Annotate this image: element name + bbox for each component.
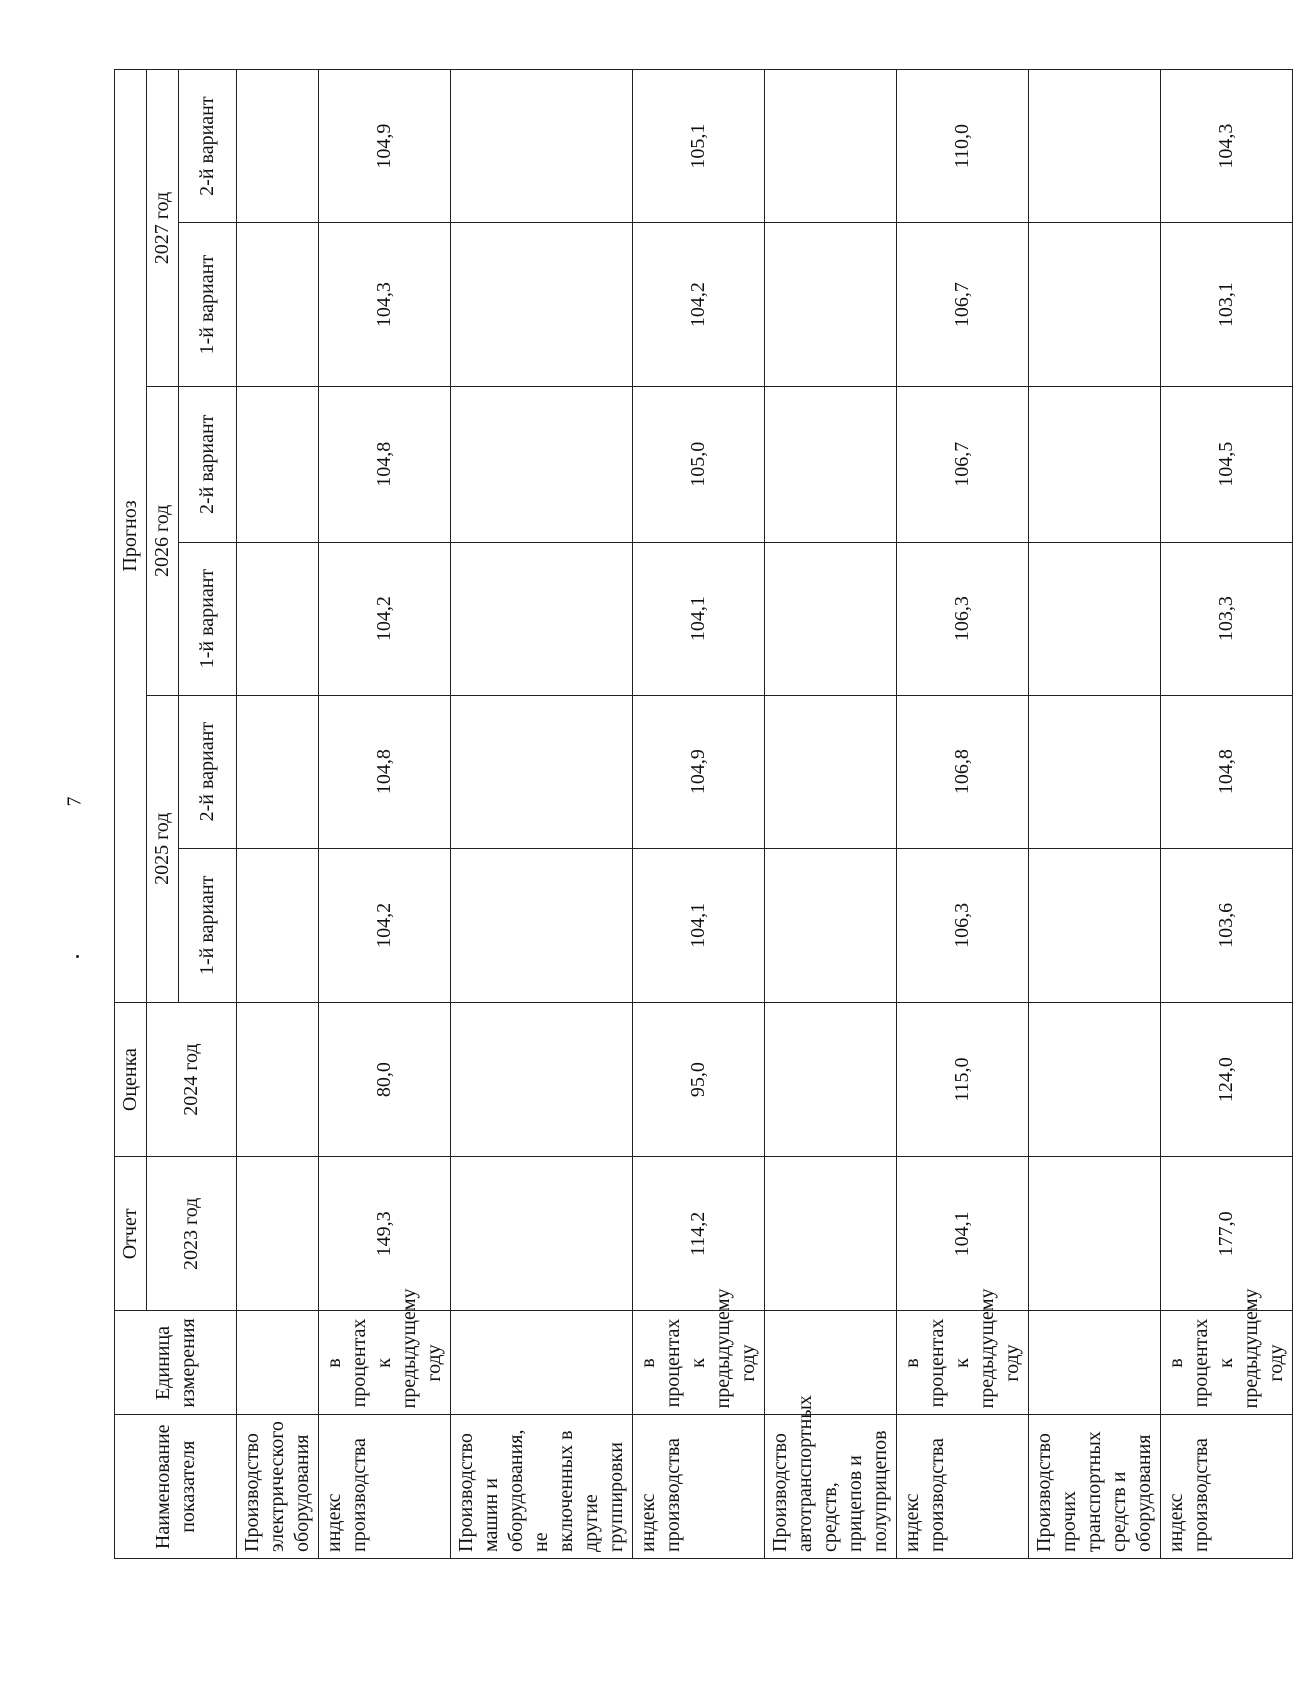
table-row xyxy=(319,70,451,1559)
header-report: Отчет xyxy=(115,1157,147,1311)
row-value xyxy=(451,848,633,1002)
row-value: 103,1 xyxy=(1161,223,1293,387)
row-value xyxy=(1029,1002,1161,1156)
row-value xyxy=(1029,70,1161,223)
row-value: 106,3 xyxy=(897,848,1029,1002)
row-value xyxy=(451,1157,633,1311)
row-value: 95,0 xyxy=(633,1002,765,1156)
row-value: 103,6 xyxy=(1161,848,1293,1002)
row-value: 106,8 xyxy=(897,695,1029,848)
header-2026-v2: 2-й вариант xyxy=(179,387,237,542)
header-forecast: Прогноз xyxy=(115,70,147,1003)
row-unit xyxy=(451,1311,633,1415)
forecast-table xyxy=(114,69,1293,1559)
row-value: 105,0 xyxy=(633,387,765,542)
row-value xyxy=(1029,223,1161,387)
row-name: индекс производства xyxy=(633,1415,765,1559)
table-row xyxy=(765,70,897,1559)
row-value: 104,1 xyxy=(633,542,765,695)
row-name: индекс производства xyxy=(1161,1415,1293,1559)
row-value: 106,7 xyxy=(897,223,1029,387)
row-value: 104,9 xyxy=(633,695,765,848)
header-2026-v1: 1-й вариант xyxy=(179,542,237,695)
row-value xyxy=(765,223,897,387)
header-2027-v2: 2-й вариант xyxy=(179,70,237,223)
scan-speck xyxy=(76,955,79,958)
row-value xyxy=(237,1002,319,1156)
row-value: 104,3 xyxy=(319,223,451,387)
row-value: 106,3 xyxy=(897,542,1029,695)
row-value xyxy=(237,70,319,223)
row-value: 104,3 xyxy=(1161,70,1293,223)
row-value xyxy=(237,848,319,1002)
row-value xyxy=(237,223,319,387)
header-2026: 2026 год xyxy=(147,387,179,696)
row-value xyxy=(765,387,897,542)
row-value: 104,1 xyxy=(633,848,765,1002)
header-2027: 2027 год xyxy=(147,70,179,387)
table-row xyxy=(237,70,319,1559)
header-estimate: Оценка xyxy=(115,1002,147,1156)
row-value xyxy=(1029,695,1161,848)
header-name: Наименование показателя xyxy=(115,1415,237,1559)
row-unit: в процентах к предыдущему году xyxy=(897,1311,1029,1415)
table-row xyxy=(897,70,1029,1559)
row-unit: в процентах к предыдущему году xyxy=(1161,1311,1293,1415)
table-row xyxy=(451,70,633,1559)
header-2027-v1: 1-й вариант xyxy=(179,223,237,387)
row-value xyxy=(1029,848,1161,1002)
table-body xyxy=(237,70,1293,1559)
row-value xyxy=(1029,542,1161,695)
rotated-table-container xyxy=(114,69,1287,1559)
table-row xyxy=(1161,70,1293,1559)
row-value xyxy=(237,542,319,695)
row-value xyxy=(237,1157,319,1311)
row-value: 115,0 xyxy=(897,1002,1029,1156)
row-unit xyxy=(237,1311,319,1415)
row-value: 104,1 xyxy=(897,1157,1029,1311)
row-value: 110,0 xyxy=(897,70,1029,223)
row-value: 177,0 xyxy=(1161,1157,1293,1311)
header-2025: 2025 год xyxy=(147,695,179,1002)
row-value: 104,8 xyxy=(319,695,451,848)
table-row xyxy=(1029,70,1161,1559)
row-value xyxy=(451,223,633,387)
row-value xyxy=(1029,387,1161,542)
row-name: Производство машин и оборудования, не включенных в другие группировки xyxy=(451,1415,633,1559)
row-value xyxy=(765,1157,897,1311)
row-value xyxy=(237,695,319,848)
row-value xyxy=(451,1002,633,1156)
row-value xyxy=(451,387,633,542)
row-value: 105,1 xyxy=(633,70,765,223)
row-value xyxy=(765,1002,897,1156)
row-value: 104,2 xyxy=(319,542,451,695)
row-unit xyxy=(765,1311,897,1415)
page-number: 7 xyxy=(63,796,86,807)
table-row xyxy=(633,70,765,1559)
row-value xyxy=(237,387,319,542)
row-value: 104,2 xyxy=(633,223,765,387)
row-unit: в процентах к предыдущему году xyxy=(633,1311,765,1415)
row-name: индекс производства xyxy=(897,1415,1029,1559)
row-value xyxy=(765,848,897,1002)
row-value xyxy=(1029,1157,1161,1311)
row-value xyxy=(765,542,897,695)
row-name: Производство автотранспортных средств, прицепов и полуприцепов xyxy=(765,1415,897,1559)
row-unit: в процентах к предыдущему году xyxy=(319,1311,451,1415)
row-value xyxy=(451,542,633,695)
header-2025-v1: 1-й вариант xyxy=(179,848,237,1002)
header-2023: 2023 год xyxy=(147,1157,237,1311)
row-value: 104,9 xyxy=(319,70,451,223)
row-name: индекс производства xyxy=(319,1415,451,1559)
row-value: 114,2 xyxy=(633,1157,765,1311)
row-value: 104,5 xyxy=(1161,387,1293,542)
row-value: 106,7 xyxy=(897,387,1029,542)
row-value xyxy=(765,695,897,848)
row-value xyxy=(451,70,633,223)
header-2024: 2024 год xyxy=(147,1002,237,1156)
row-value: 104,2 xyxy=(319,848,451,1002)
header-2025-v2: 2-й вариант xyxy=(179,695,237,848)
row-unit xyxy=(1029,1311,1161,1415)
row-name: Производство электрического оборудования xyxy=(237,1415,319,1559)
row-value: 124,0 xyxy=(1161,1002,1293,1156)
row-value xyxy=(451,695,633,848)
row-value: 103,3 xyxy=(1161,542,1293,695)
row-value: 149,3 xyxy=(319,1157,451,1311)
row-name: Производство прочих транспортных средств и оборудования xyxy=(1029,1415,1161,1559)
row-value xyxy=(765,70,897,223)
row-value: 80,0 xyxy=(319,1002,451,1156)
header-unit: Единица измерения xyxy=(115,1311,237,1415)
row-value: 104,8 xyxy=(1161,695,1293,848)
row-value: 104,8 xyxy=(319,387,451,542)
